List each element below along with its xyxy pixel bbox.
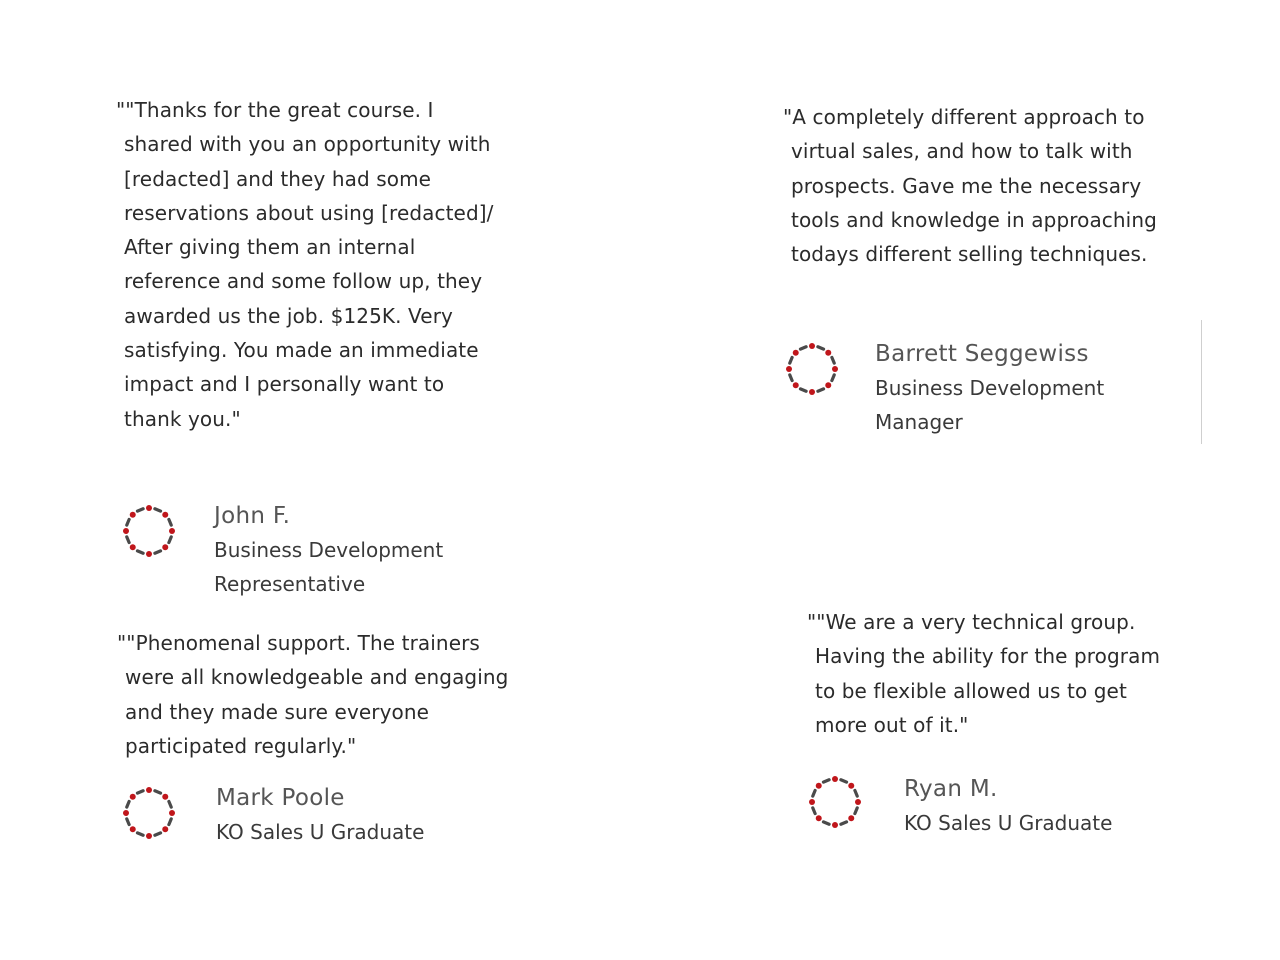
author-info-4 bbox=[904, 772, 1204, 840]
dotted-circle-logo-icon bbox=[121, 785, 177, 841]
author-role: KO Sales U Graduate bbox=[216, 820, 425, 844]
author-role: Business Development Manager bbox=[875, 376, 1105, 434]
testimonial-card-3 bbox=[117, 626, 509, 763]
author-role: Business Development Representative bbox=[214, 538, 444, 596]
dotted-circle-logo-icon bbox=[121, 503, 177, 559]
testimonial-quote: "A completely different approach to virtual sales, and how to talk with prospects. Gave me the necessary tools and knowledge in approaching todays different selling techniques. bbox=[783, 105, 1157, 267]
author-info-1 bbox=[214, 499, 514, 601]
testimonial-quote: ""Thanks for the great course. I shared with you an opportunity with [redacted] and they had some reservations about using [redacted]/ After giving them an internal reference and some follow up, they awarded us the job. $125K. Very satisfying. You made an immediate impact and I personally want to thank you." bbox=[116, 98, 494, 431]
testimonial-author-3 bbox=[121, 785, 177, 841]
author-role: KO Sales U Graduate bbox=[904, 811, 1113, 835]
testimonial-quote: ""We are a very technical group. Having the ability for the program to be flexible allowed us to get more out of it." bbox=[807, 610, 1161, 737]
testimonial-author-4 bbox=[807, 774, 863, 830]
author-info-2 bbox=[875, 337, 1175, 439]
testimonial-card-4 bbox=[807, 605, 1179, 742]
author-info-3 bbox=[216, 781, 516, 849]
author-name: Barrett Seggewiss bbox=[875, 341, 1089, 367]
testimonial-author-1 bbox=[121, 503, 177, 559]
divider-line bbox=[1201, 320, 1202, 444]
dotted-circle-logo-icon bbox=[807, 774, 863, 830]
testimonial-card-2 bbox=[783, 100, 1175, 271]
author-name: John F. bbox=[214, 503, 291, 529]
author-name: Ryan M. bbox=[904, 776, 998, 802]
dotted-circle-logo-icon bbox=[784, 341, 840, 397]
testimonial-quote: ""Phenomenal support. The trainers were all knowledgeable and engaging and they made sure everyone participated regularly." bbox=[117, 631, 509, 758]
testimonial-author-2 bbox=[784, 341, 840, 397]
author-name: Mark Poole bbox=[216, 785, 345, 811]
testimonial-card-1 bbox=[116, 93, 506, 436]
